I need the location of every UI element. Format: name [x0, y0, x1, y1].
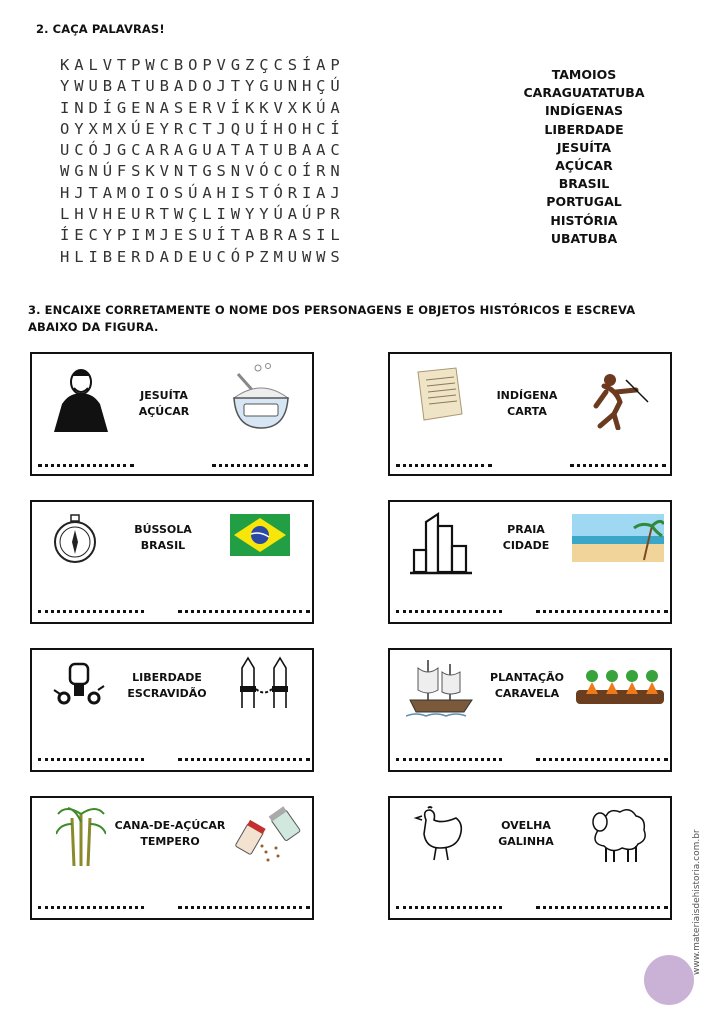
card-label: INDÍGENA	[496, 389, 558, 402]
chicken-icon	[412, 806, 468, 862]
card-indigena-carta	[388, 352, 672, 476]
answer-line[interactable]	[178, 906, 310, 909]
answer-line[interactable]	[396, 758, 502, 761]
jesuit-priest-icon	[50, 362, 112, 432]
letter-scroll-icon	[412, 366, 468, 422]
answer-line[interactable]	[178, 610, 310, 613]
card-label: BRASIL	[140, 538, 186, 552]
site-logo	[644, 955, 694, 1005]
card-label: CARTA	[507, 404, 547, 418]
answer-line[interactable]	[178, 758, 310, 761]
answer-line[interactable]	[536, 610, 668, 613]
city-buildings-icon	[408, 510, 474, 578]
broken-chain-fist-icon	[50, 660, 108, 710]
shackled-hands-icon	[236, 656, 292, 712]
card-labels	[482, 388, 572, 419]
card-label: AÇÚCAR	[138, 404, 190, 418]
grid-row: ÍECYPIMJESUÍTABRASIL	[60, 226, 345, 245]
word-item: BRASIL	[558, 176, 610, 192]
card-label: CARAVELA	[494, 686, 560, 700]
card-label: CIDADE	[502, 538, 550, 552]
word-item: HISTÓRIA	[550, 212, 618, 228]
answer-line[interactable]	[396, 610, 502, 613]
card-labels	[120, 670, 214, 701]
card-label: PRAIA	[507, 523, 545, 536]
card-labels	[112, 818, 228, 849]
indigenous-hunter-icon	[586, 370, 652, 430]
answer-line[interactable]	[396, 464, 492, 467]
card-label: TEMPERO	[140, 834, 200, 848]
card-cana-tempero	[30, 796, 314, 920]
carrot-plantation-icon	[576, 664, 664, 704]
card-label: JESUÍTA	[140, 389, 188, 402]
caravel-ship-icon	[406, 654, 476, 718]
grid-row: KALVTPWCBOPVGZÇCSÍAP	[60, 56, 345, 74]
card-labels	[122, 388, 206, 419]
beach-icon	[572, 514, 664, 562]
card-label: ESCRAVIDÃO	[127, 686, 207, 700]
grid-row: INDÍGENASERVÍKKVXKÚA	[60, 98, 345, 117]
grid-row: OYXMXÚEYRCTJQUÍHOHCÍ	[60, 119, 345, 138]
grid-row: HJTAMOIOSÚAHISTÓRIAJ	[60, 183, 345, 202]
footer-url: www.materiaisdehistoria.com.br	[692, 829, 702, 975]
word-item: LIBERDADE	[544, 121, 624, 137]
card-liberdade-escravidao	[30, 648, 314, 772]
word-item: JESUÍTA	[556, 139, 612, 155]
word-item: TAMOIOS	[551, 67, 617, 82]
word-search-grid[interactable]	[60, 56, 345, 269]
card-bussola-brasil	[30, 500, 314, 624]
answer-line[interactable]	[536, 906, 668, 909]
spice-shakers-icon	[232, 806, 304, 868]
answer-line[interactable]	[396, 906, 502, 909]
grid-row: YWUBATUBADOJTYGUNHÇÚ	[60, 77, 345, 96]
sugarcane-icon	[56, 804, 106, 868]
word-item: AÇÚCAR	[555, 157, 613, 173]
section-2-title: 2. CAÇA PALAVRAS!	[36, 22, 165, 36]
word-list	[520, 66, 648, 248]
grid-row: UCÓJGCARAGUATATUBAAC	[60, 141, 345, 160]
answer-line[interactable]	[536, 758, 668, 761]
card-labels	[122, 522, 204, 553]
compass-icon	[52, 514, 98, 564]
word-item: CARAGUATATUBA	[523, 85, 645, 101]
answer-line[interactable]	[38, 464, 134, 467]
grid-row: HLIBERDADEUCÓPZMUWWS	[60, 247, 345, 266]
card-plantacao-caravela	[388, 648, 672, 772]
grid-row: LHVHEURTWÇLIWYYÚAÚPR	[60, 205, 345, 224]
answer-line[interactable]	[38, 758, 144, 761]
card-label: OVELHA	[501, 819, 551, 832]
answer-line[interactable]	[570, 464, 666, 467]
answer-line[interactable]	[212, 464, 308, 467]
section-3-title: 3. ENCAIXE CORRETAMENTE O NOME DOS PERSONAGENS E OBJETOS HISTÓRICOS E ESCREVA ABAIXO DA FIGURA.	[28, 303, 636, 334]
word-item: INDÍGENAS	[544, 103, 624, 119]
card-labels	[490, 522, 562, 553]
sheep-icon	[586, 804, 650, 866]
answer-line[interactable]	[38, 906, 144, 909]
answer-line[interactable]	[38, 610, 144, 613]
card-label: GALINHA	[498, 834, 554, 848]
card-jesuita-acucar	[30, 352, 314, 476]
card-label: LIBERDADE	[132, 671, 202, 684]
card-labels	[486, 670, 568, 701]
card-praia-cidade	[388, 500, 672, 624]
sugar-bowl-icon	[228, 362, 294, 432]
grid-row: WGNÚFSKVNTGSNVÓCOÍRN	[60, 162, 345, 181]
card-label: BÚSSOLA	[134, 523, 192, 536]
card-labels	[490, 818, 562, 849]
word-item: UBATUBA	[550, 230, 618, 246]
card-label: CANA-DE-AÇÚCAR	[114, 819, 226, 832]
word-item: PORTUGAL	[546, 194, 622, 210]
card-ovelha-galinha	[388, 796, 672, 920]
brazil-flag-icon	[230, 514, 290, 556]
card-label: PLANTAÇÃO	[490, 671, 564, 684]
